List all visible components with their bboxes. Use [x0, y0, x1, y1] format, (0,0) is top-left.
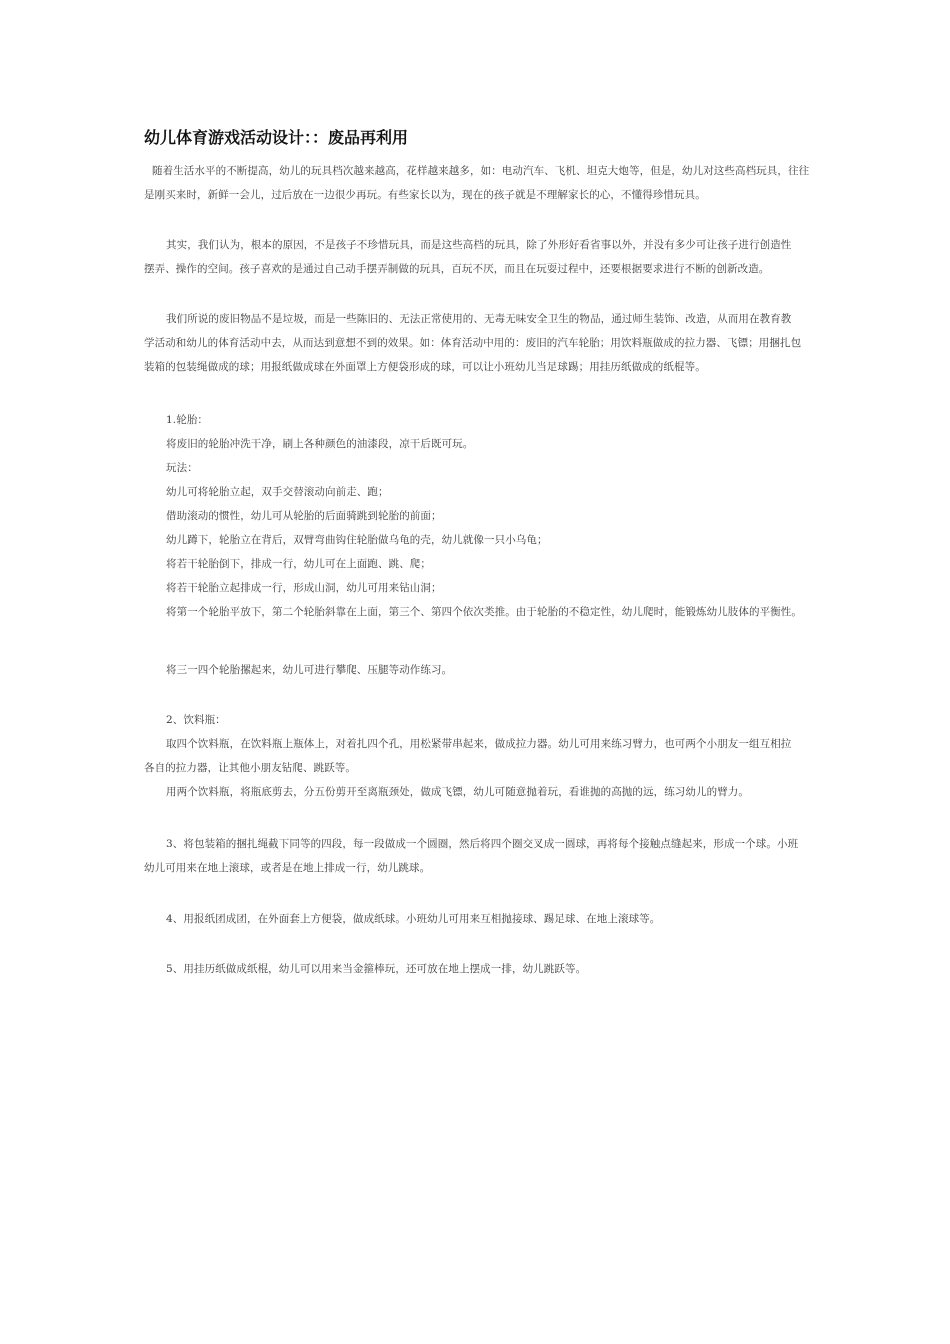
section-paper-stick — [144, 957, 810, 981]
text-line: 各自的拉力器，让其他小朋友钻爬、跳跃等。 — [144, 762, 356, 774]
text-line: 用两个饮料瓶，将瓶底剪去，分五份剪开至离瓶颈处，做成飞镖，幼儿可随意抛着玩，看谁抛的高抛的远，练习幼儿的臂力。 — [166, 786, 749, 798]
paragraph-tire-stack — [144, 658, 810, 682]
text-line: 将三一四个轮胎摞起来，幼儿可进行攀爬、压腿等动作练习。 — [166, 664, 453, 676]
text-line: 将若干轮胎倒下，排成一行，幼儿可在上面跑、跳、爬； — [166, 558, 431, 570]
text-line: 幼儿可将轮胎立起，双手交替滚动向前走、跑； — [166, 486, 389, 498]
section-paper-ball — [144, 907, 810, 931]
text-line: 4、用报纸团成团，在外面套上方便袋，做成纸球。小班幼儿可用来互相抛接球、踢足球、在地上滚球等。 — [166, 913, 661, 925]
section-heading: 1.轮胎： — [166, 414, 209, 426]
paragraph-intro — [144, 159, 810, 207]
text-line: 将若干轮胎立起排成一行，形成山洞，幼儿可用来钻山洞； — [166, 582, 442, 594]
paragraph-reason — [144, 233, 810, 281]
text-line: 装箱的包装绳做成的球；用报纸做成球在外面罩上方便袋形成的球，可以让小班幼儿当足球踢；用挂历纸做成的纸棍等。 — [144, 361, 706, 373]
text-line: 取四个饮料瓶，在饮料瓶上瓶体上，对着扎四个孔，用松紧带串起来，做成拉力器。幼儿可用来练习臂力，也可两个小朋友一组互相拉 — [166, 738, 792, 750]
text-line: 幼儿可用来在地上滚球，或者是在地上排成一行，幼儿跳球。 — [144, 862, 431, 874]
text-line: 随着生活水平的不断提高，幼儿的玩具档次越来越高，花样越来越多，如：电动汽车、飞机、坦克大炮等，但是，幼儿对这些高档玩具，往往 — [152, 165, 810, 177]
text-line: 玩法： — [166, 462, 198, 474]
text-line: 学活动和幼儿的体育活动中去，从而达到意想不到的效果。如：体育活动中用的：废旧的汽车轮胎；用饮料瓶做成的拉力器、飞镖；用捆扎包 — [144, 337, 802, 349]
paragraph-materials — [144, 307, 810, 379]
text-line: 3、将包装箱的捆扎绳截下同等的四段，每一段做成一个圆圈，然后将四个圈交叉成一圆球，再将每个接触点缝起来，形成一个球。小班 — [166, 838, 799, 850]
text-line: 将第一个轮胎平放下，第二个轮胎斜靠在上面，第三个、第四个依次类推。由于轮胎的不稳定性，幼儿爬时，能锻炼幼儿肢体的平衡性。 — [166, 606, 802, 618]
section-heading: 2、饮料瓶： — [166, 714, 226, 726]
text-line: 将废旧的轮胎冲洗干净，刷上各种颜色的油漆段，凉干后既可玩。 — [166, 438, 474, 450]
text-line: 摆弄、操作的空间。孩子喜欢的是通过自己动手摆弄制做的玩具，百玩不厌，而且在玩耍过程中，还要根据要求进行不断的创新改造。 — [144, 263, 770, 275]
text-line: 是刚买来时，新鲜一会儿，过后放在一边很少再玩。有些家长以为，现在的孩子就是不理解家长的心，不懂得珍惜玩具。 — [144, 189, 706, 201]
text-line: 幼儿蹲下，轮胎立在背后，双臂弯曲钩住轮胎做乌龟的壳，幼儿就像一只小乌龟； — [166, 534, 548, 546]
text-line: 其实，我们认为，根本的原因，不是孩子不珍惜玩具，而是这些高档的玩具，除了外形好看省事以外，并没有多少可让孩子进行创造性 — [166, 239, 792, 251]
document-title: 幼儿体育游戏活动设计：：废品再利用 — [144, 128, 409, 147]
section-rope-ball — [144, 832, 810, 880]
text-line: 5、用挂历纸做成纸棍，幼儿可以用来当金箍棒玩，还可放在地上摆成一排，幼儿跳跃等。 — [166, 963, 587, 975]
text-line: 我们所说的废旧物品不是垃圾，而是一些陈旧的、无法正常使用的、无毒无味安全卫生的物品，通过师生装饰、改造，从而用在教育教 — [166, 313, 792, 325]
section-bottle — [144, 708, 810, 804]
text-line: 借助滚动的惯性，幼儿可从轮胎的后面骑跳到轮胎的前面； — [166, 510, 442, 522]
section-tire — [144, 408, 810, 624]
